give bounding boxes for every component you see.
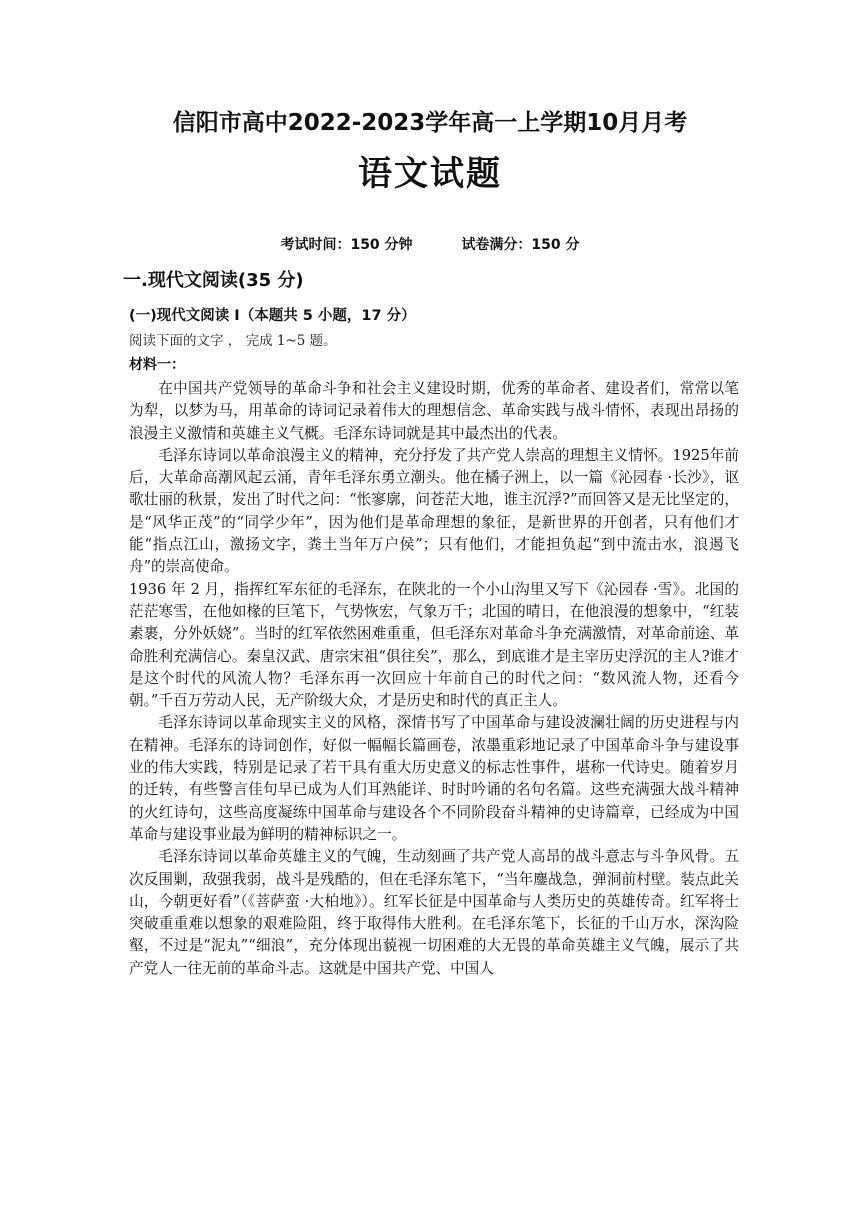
passage-body: [129, 378, 739, 980]
paragraph: 毛泽东诗词以革命浪漫主义的精神，充分抒发了共产党人崇高的理想主义情怀。1925年前后，大革命高潮风起云涌，青年毛泽东勇立潮头。他在橘子洲上，以一篇《沁园春 ·长沙》，讴歌壮丽的秋景，发出了时代之问：“怅寥廓，问苍茫大地，谁主沉浮?”而回答又是无比坚定的，是“风华正茂”的“同学少年”，因为他们是革命理想的象征，是新世界的开创者，只有他们才能“指点江山，激扬文字，粪土当年万户侯”；只有他们，才能担负起“到中流击水，浪遏飞舟”的崇高使命。: [129, 446, 739, 576]
exam-header: 信阳市高中2022-2023学年高一上学期10月月考: [172, 110, 688, 136]
section-title: 一.现代文阅读(35 分): [123, 270, 304, 291]
exam-subject-title: 语文试题: [358, 154, 502, 194]
exam-time: 考试时间：150 分钟: [280, 237, 413, 253]
exam-info: [0, 234, 860, 254]
exam-score: 试卷满分：150 分: [461, 237, 580, 253]
reading-instruction: 阅读下面的文字 ， 完成 1~5 题。: [129, 333, 337, 349]
paragraph: 毛泽东诗词以革命英雄主义的气魄，生动刻画了共产党人高昂的战斗意志与斗争风骨。五次反围剿，敌强我弱，战斗是残酷的，但在毛泽东笔下，“当年鏖战急，弹洞前村壁。装点此关山，今朝更好看”（《菩萨蛮 ·大柏地》）。红军长征是中国革命与人类历史的英雄传奇。红军将士突破重重难以想象的艰难险阻，终于取得伟大胜利。在毛泽东笔下，长征的千山万水，深沟险壑，不过是“泥丸”“细浪”，充分体现出藐视一切困难的大无畏的革命英雄主义气魄，展示了共产党人一往无前的革命斗志。这就是中国共产党、中国人: [129, 848, 739, 977]
material-label: 材料一：: [129, 357, 185, 373]
paragraph: 1936 年 2 月，指挥红军东征的毛泽东，在陕北的一个小山沟里又写下《沁园春 ·雪》。北国的茫茫寒雪，在他如椽的巨笔下，气势恢宏，气象万千；北国的晴日，在他浪漫的想象中，“红装素裹，分外妖娆”。当时的红军依然困难重重，但毛泽东对革命斗争充满激情，对革命前途、革命胜利充满信心。秦皇汉武、唐宗宋祖“俱往矣”，那么，到底谁才是主宰历史浮沉的主人?谁才是这个时代的风流人物？毛泽东再一次回应十年前自己的时代之问：“数风流人物，还看今朝。”千百万劳动人民，无产阶级大众，才是历史和时代的真正主人。: [129, 580, 739, 710]
paragraph: 在中国共产党领导的革命斗争和社会主义建设时期，优秀的革命者、建设者们，常常以笔为犁，以梦为马，用革命的诗词记录着伟大的理想信念、革命实践与战斗情怀，表现出昂扬的浪漫主义激情和英雄主义气概。毛泽东诗词就是其中最杰出的代表。: [129, 380, 739, 442]
paragraph: 毛泽东诗词以革命现实主义的风格，深情书写了中国革命与建设波澜壮阔的历史进程与内在精神。毛泽东的诗词创作，好似一幅幅长篇画卷，浓墨重彩地记录了中国革命斗争与建设事业的伟大实践，特别是记录了若干具有重大历史意义的标志性事件，堪称一代诗史。随着岁月的迁转，有些警言佳句早已成为人们耳熟能详、时时吟诵的名句名篇。这些充满强大战斗精神的火红诗句，这些高度凝练中国革命与建设各个不同阶段奋斗精神的史诗篇章，已经成为中国革命与建设事业最为鲜明的精神标识之一。: [129, 714, 739, 843]
subsection-title: (一)现代文阅读 Ⅰ（本题共 5 小题，17 分）: [129, 308, 416, 324]
